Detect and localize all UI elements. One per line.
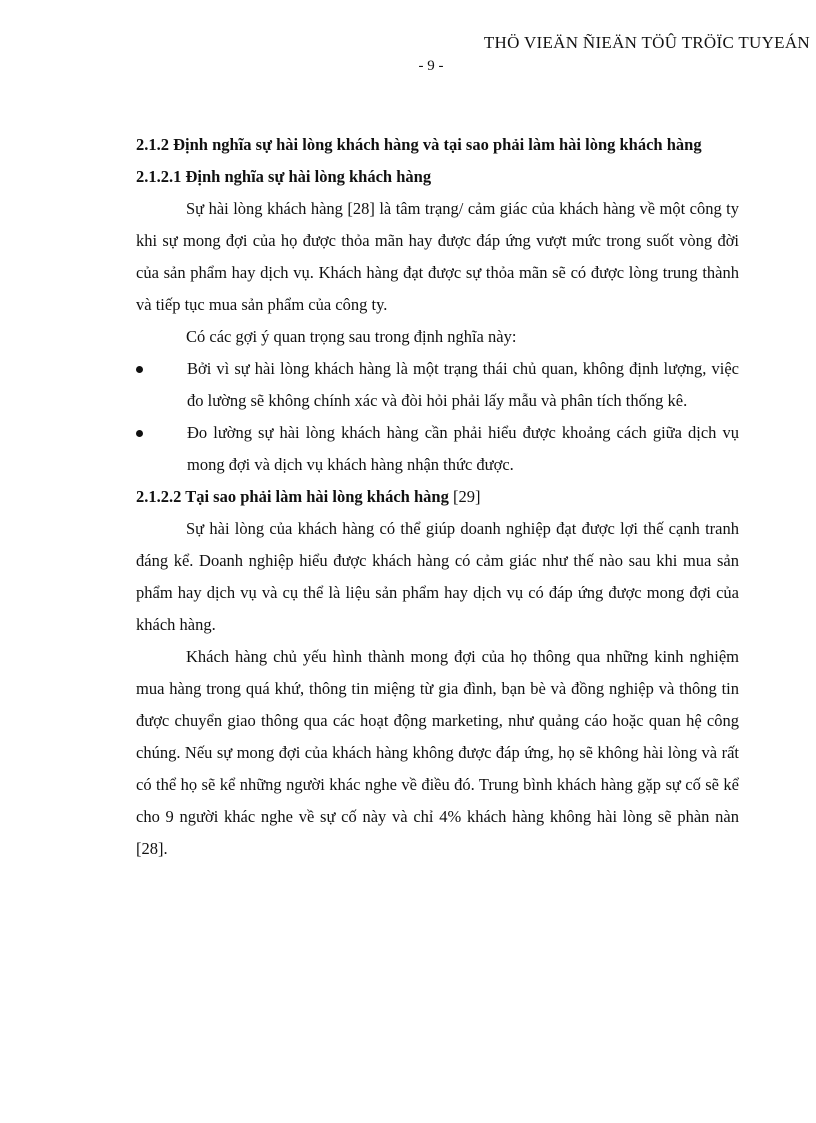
page-number: - 9 - [418,58,444,74]
list-item [136,417,739,481]
implications-list [136,353,739,481]
list-item [136,353,739,417]
paragraph-satisfaction-definition: Sự hài lòng khách hàng [28] là tâm trạng/ cảm giác của khách hàng về một công ty khi sự mong đợi của họ được thỏa mãn hay được đáp ứng vượt mức trong suốt vòng đời của sản phẩm hay dịch vụ. Khách hàng đạt được sự thỏa mãn sẽ có được lòng trung thành và tiếp tục mua sản phẩm của công ty. [136,199,739,314]
list-item-text: Đo lường sự hài lòng khách hàng cần phải hiểu được khoảng cách giữa dịch vụ mong đợi và dịch vụ khách hàng nhận thức được. [187,423,739,474]
document-body [136,129,739,865]
section-heading-2-1-2-2 [136,481,739,513]
bullet-icon [136,430,143,437]
running-header-title: THÖ VIEÄN ÑIEÄN TÖÛ TRÖÏC TUYEÁN [483,33,810,52]
bullet-icon [136,366,143,373]
paragraph-expectations-formation: Khách hàng chủ yếu hình thành mong đợi của họ thông qua những kinh nghiệm mua hàng trong quá khứ, thông tin miệng từ gia đình, bạn bè và đồng nghiệp và thông tin được chuyển giao thông qua các hoạt động marketing, như quảng cáo hoặc quan hệ công chúng. Nếu sự mong đợi của khách hàng không được đáp ứng, họ sẽ không hài lòng và rất có thể họ sẽ kể những người khác nghe về điều đó. Trung bình khách hàng gặp sự cố sẽ kể cho 9 người khác nghe về sự cố này và chỉ 4% khách hàng không hài lòng sẽ phàn nàn [28]. [136,647,739,858]
list-item-text: Bởi vì sự hài lòng khách hàng là một trạng thái chủ quan, không định lượng, việc đo lường sẽ không chính xác và đòi hỏi phải lấy mẫu và phân tích thống kê. [187,359,739,410]
section-heading-2-1-2-2-text: 2.1.2.2 Tại sao phải làm hài lòng khách hàng [136,487,449,506]
paragraph-implications-intro: Có các gợi ý quan trọng sau trong định nghĩa này: [186,327,517,346]
section-heading-2-1-2: 2.1.2 Định nghĩa sự hài lòng khách hàng và tại sao phải làm hài lòng khách hàng [136,135,702,154]
paragraph-competitive-advantage: Sự hài lòng của khách hàng có thể giúp doanh nghiệp đạt được lợi thế cạnh tranh đáng kể. Doanh nghiệp hiểu được khách hàng có cảm giác như thế nào sau khi mua sản phẩm hay dịch vụ và cụ thể là liệu sản phẩm hay dịch vụ có đáp ứng được mong đợi của khách hàng. [136,519,739,634]
heading-citation: [29] [452,487,481,506]
section-heading-2-1-2-1: 2.1.2.1 Định nghĩa sự hài lòng khách hàng [136,167,432,186]
